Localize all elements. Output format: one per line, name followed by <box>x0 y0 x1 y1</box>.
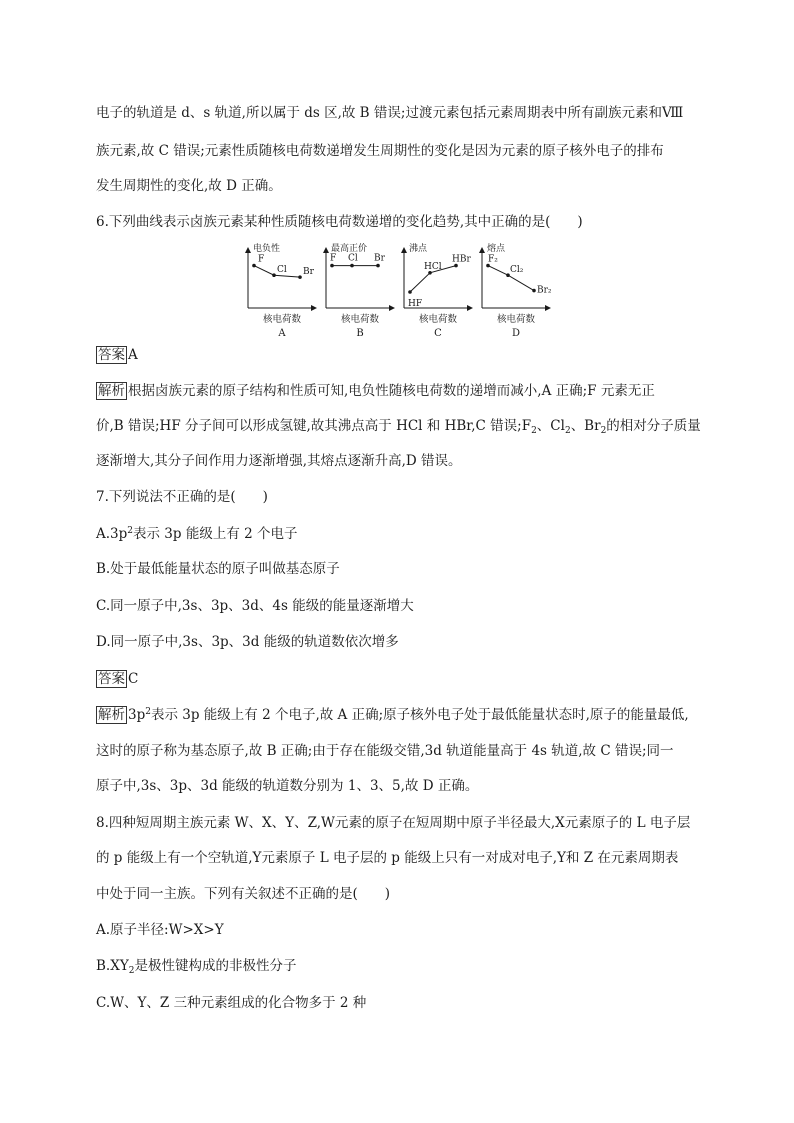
superscript: 2 <box>145 707 151 717</box>
question-8-line: 8.四种短周期主族元素 W、X、Y、Z,W元素的原子在短周期中原子半径最大,X元素原子的 L 电子层 <box>96 815 691 831</box>
point-label: Br <box>303 267 314 278</box>
y-axis-label: 熔点 <box>487 244 506 254</box>
point-label: HCl <box>424 261 442 272</box>
question-6: 6.下列曲线表示卤族元素某种性质随核电荷数递增的变化趋势,其中正确的是( ) <box>96 214 583 230</box>
halogen-trend-charts <box>240 238 560 343</box>
data-point <box>298 275 302 279</box>
answer-value: A <box>128 347 138 363</box>
y-axis-label: 沸点 <box>409 244 428 254</box>
explanation-7-line <box>96 705 689 725</box>
point-label: F <box>330 253 337 264</box>
option-8c: C.W、Y、Z 三种元素组成的化合物多于 2 种 <box>96 995 367 1011</box>
answer-label: 答案 <box>98 347 125 363</box>
explanation-text: 、Br <box>570 418 601 434</box>
explanation-6-line <box>96 416 701 436</box>
point-label: Br <box>374 253 385 264</box>
explanation-6-line: 逐渐增大,其分子间作用力逐渐增强,其熔点逐渐升高,D 错误。 <box>96 453 462 469</box>
option-7c: C.同一原子中,3s、3p、3d、4s 能级的能量逐渐增大 <box>96 598 414 614</box>
point-label: F <box>258 254 265 265</box>
option-7b: B.处于最低能量状态的原子叫做基态原子 <box>96 561 340 577</box>
option-text: B.XY <box>96 958 129 974</box>
text-line: 电子的轨道是 d、s 轨道,所以属于 ds 区,故 B 错误;过渡元素包括元素周期表中所有副族元素和Ⅷ <box>96 105 684 121</box>
text-line: 族元素,故 C 错误;元素性质随核电荷数递增发生周期性的变化是因为元素的原子核外电子的排布 <box>96 143 664 159</box>
question-8-line: 中处于同一主族。下列有关叙述不正确的是( ) <box>96 886 391 902</box>
answer-label: 答案 <box>98 671 125 687</box>
subscript: 2 <box>531 426 537 436</box>
data-point <box>376 264 380 268</box>
answer-6 <box>96 345 138 365</box>
explanation-text: 根据卤族元素的原子结构和性质可知,电负性随核电荷数的递增而减小,A 正确;F 元素无正 <box>128 383 655 399</box>
data-point <box>330 264 334 268</box>
explanation-7-line: 这时的原子称为基态原子,故 B 正确;由于存在能级交错,3d 轨道能量高于 4s 轨道,故 C 错误;同一 <box>96 743 674 759</box>
explanation-text: 、Cl <box>536 418 565 434</box>
option-7a <box>96 524 298 544</box>
x-axis-arrow <box>311 305 317 311</box>
explanation-text: 的相对分子质量 <box>606 418 701 434</box>
point-label: HF <box>408 299 423 309</box>
option-text: A.3p <box>96 526 128 542</box>
explanation-label: 解析 <box>98 383 125 399</box>
point-label: F₂ <box>488 254 498 265</box>
subscript: 2 <box>128 966 135 976</box>
superscript: 2 <box>127 526 134 536</box>
question-7: 7.下列说法不正确的是( ) <box>96 489 268 505</box>
point-label: HBr <box>452 254 471 265</box>
point-label: Cl <box>277 265 287 276</box>
answer-7 <box>96 669 138 689</box>
explanation-label: 解析 <box>98 707 125 723</box>
y-axis-arrow <box>401 247 407 253</box>
text-line: 发生周期性的变化,故 D 正确。 <box>96 178 282 194</box>
explanation-7-line: 原子中,3s、3p、3d 能级的轨道数分别为 1、3、5,故 D 正确。 <box>96 778 479 794</box>
x-axis-arrow <box>389 305 395 311</box>
panel-letter: B <box>356 328 364 339</box>
data-point <box>252 264 256 268</box>
y-axis-label: 电负性 <box>253 244 281 254</box>
point-label: Br₂ <box>537 285 552 296</box>
subscript: 2 <box>600 426 607 436</box>
option-8a: A.原子半径:W>X>Y <box>96 922 224 938</box>
explanation-text: 表示 3p 能级上有 2 个电子,故 A 正确;原子核外电子处于最低能量状态时,原子的能量最低, <box>150 707 689 723</box>
option-text: 是极性键构成的非极性分子 <box>134 958 297 974</box>
data-point <box>532 289 536 293</box>
x-axis-arrow <box>545 305 551 311</box>
point-label: Cl₂ <box>510 265 524 276</box>
option-8b <box>96 956 296 976</box>
y-axis-label: 最高正价 <box>331 244 368 254</box>
x-axis-label: 核电荷数 <box>496 314 536 325</box>
answer-value: C <box>128 671 139 687</box>
x-axis-label: 核电荷数 <box>340 314 380 325</box>
x-axis-arrow <box>467 305 473 311</box>
data-point <box>408 290 412 294</box>
explanation-6-line <box>96 381 655 401</box>
data-point <box>272 273 276 277</box>
option-7d: D.同一原子中,3s、3p、3d 能级的轨道数依次增多 <box>96 634 399 650</box>
x-axis-label: 核电荷数 <box>262 314 302 325</box>
y-axis-arrow <box>479 247 485 253</box>
subscript: 2 <box>564 426 571 436</box>
panel-letter: A <box>278 328 286 339</box>
y-axis-arrow <box>323 247 329 253</box>
explanation-text: 价,B 错误;HF 分子间可以形成氢键,故其沸点高于 HCl 和 HBr,C 错误;F <box>96 418 532 434</box>
panel-letter: D <box>511 328 521 339</box>
explanation-text: 3p <box>128 707 146 723</box>
point-label: Cl <box>348 253 358 264</box>
question-8-line: 的 p 能级上有一个空轨道,Y元素原子 L 电子层的 p 能级上只有一对成对电子,Y和 Z 在元素周期表 <box>96 850 679 866</box>
y-axis-arrow <box>245 247 251 253</box>
option-text: 表示 3p 能级上有 2 个电子 <box>133 526 298 542</box>
halogen-trend-figure <box>240 238 560 343</box>
data-point <box>350 264 354 268</box>
x-axis-label: 核电荷数 <box>418 314 458 325</box>
panel-letter: C <box>434 328 442 339</box>
